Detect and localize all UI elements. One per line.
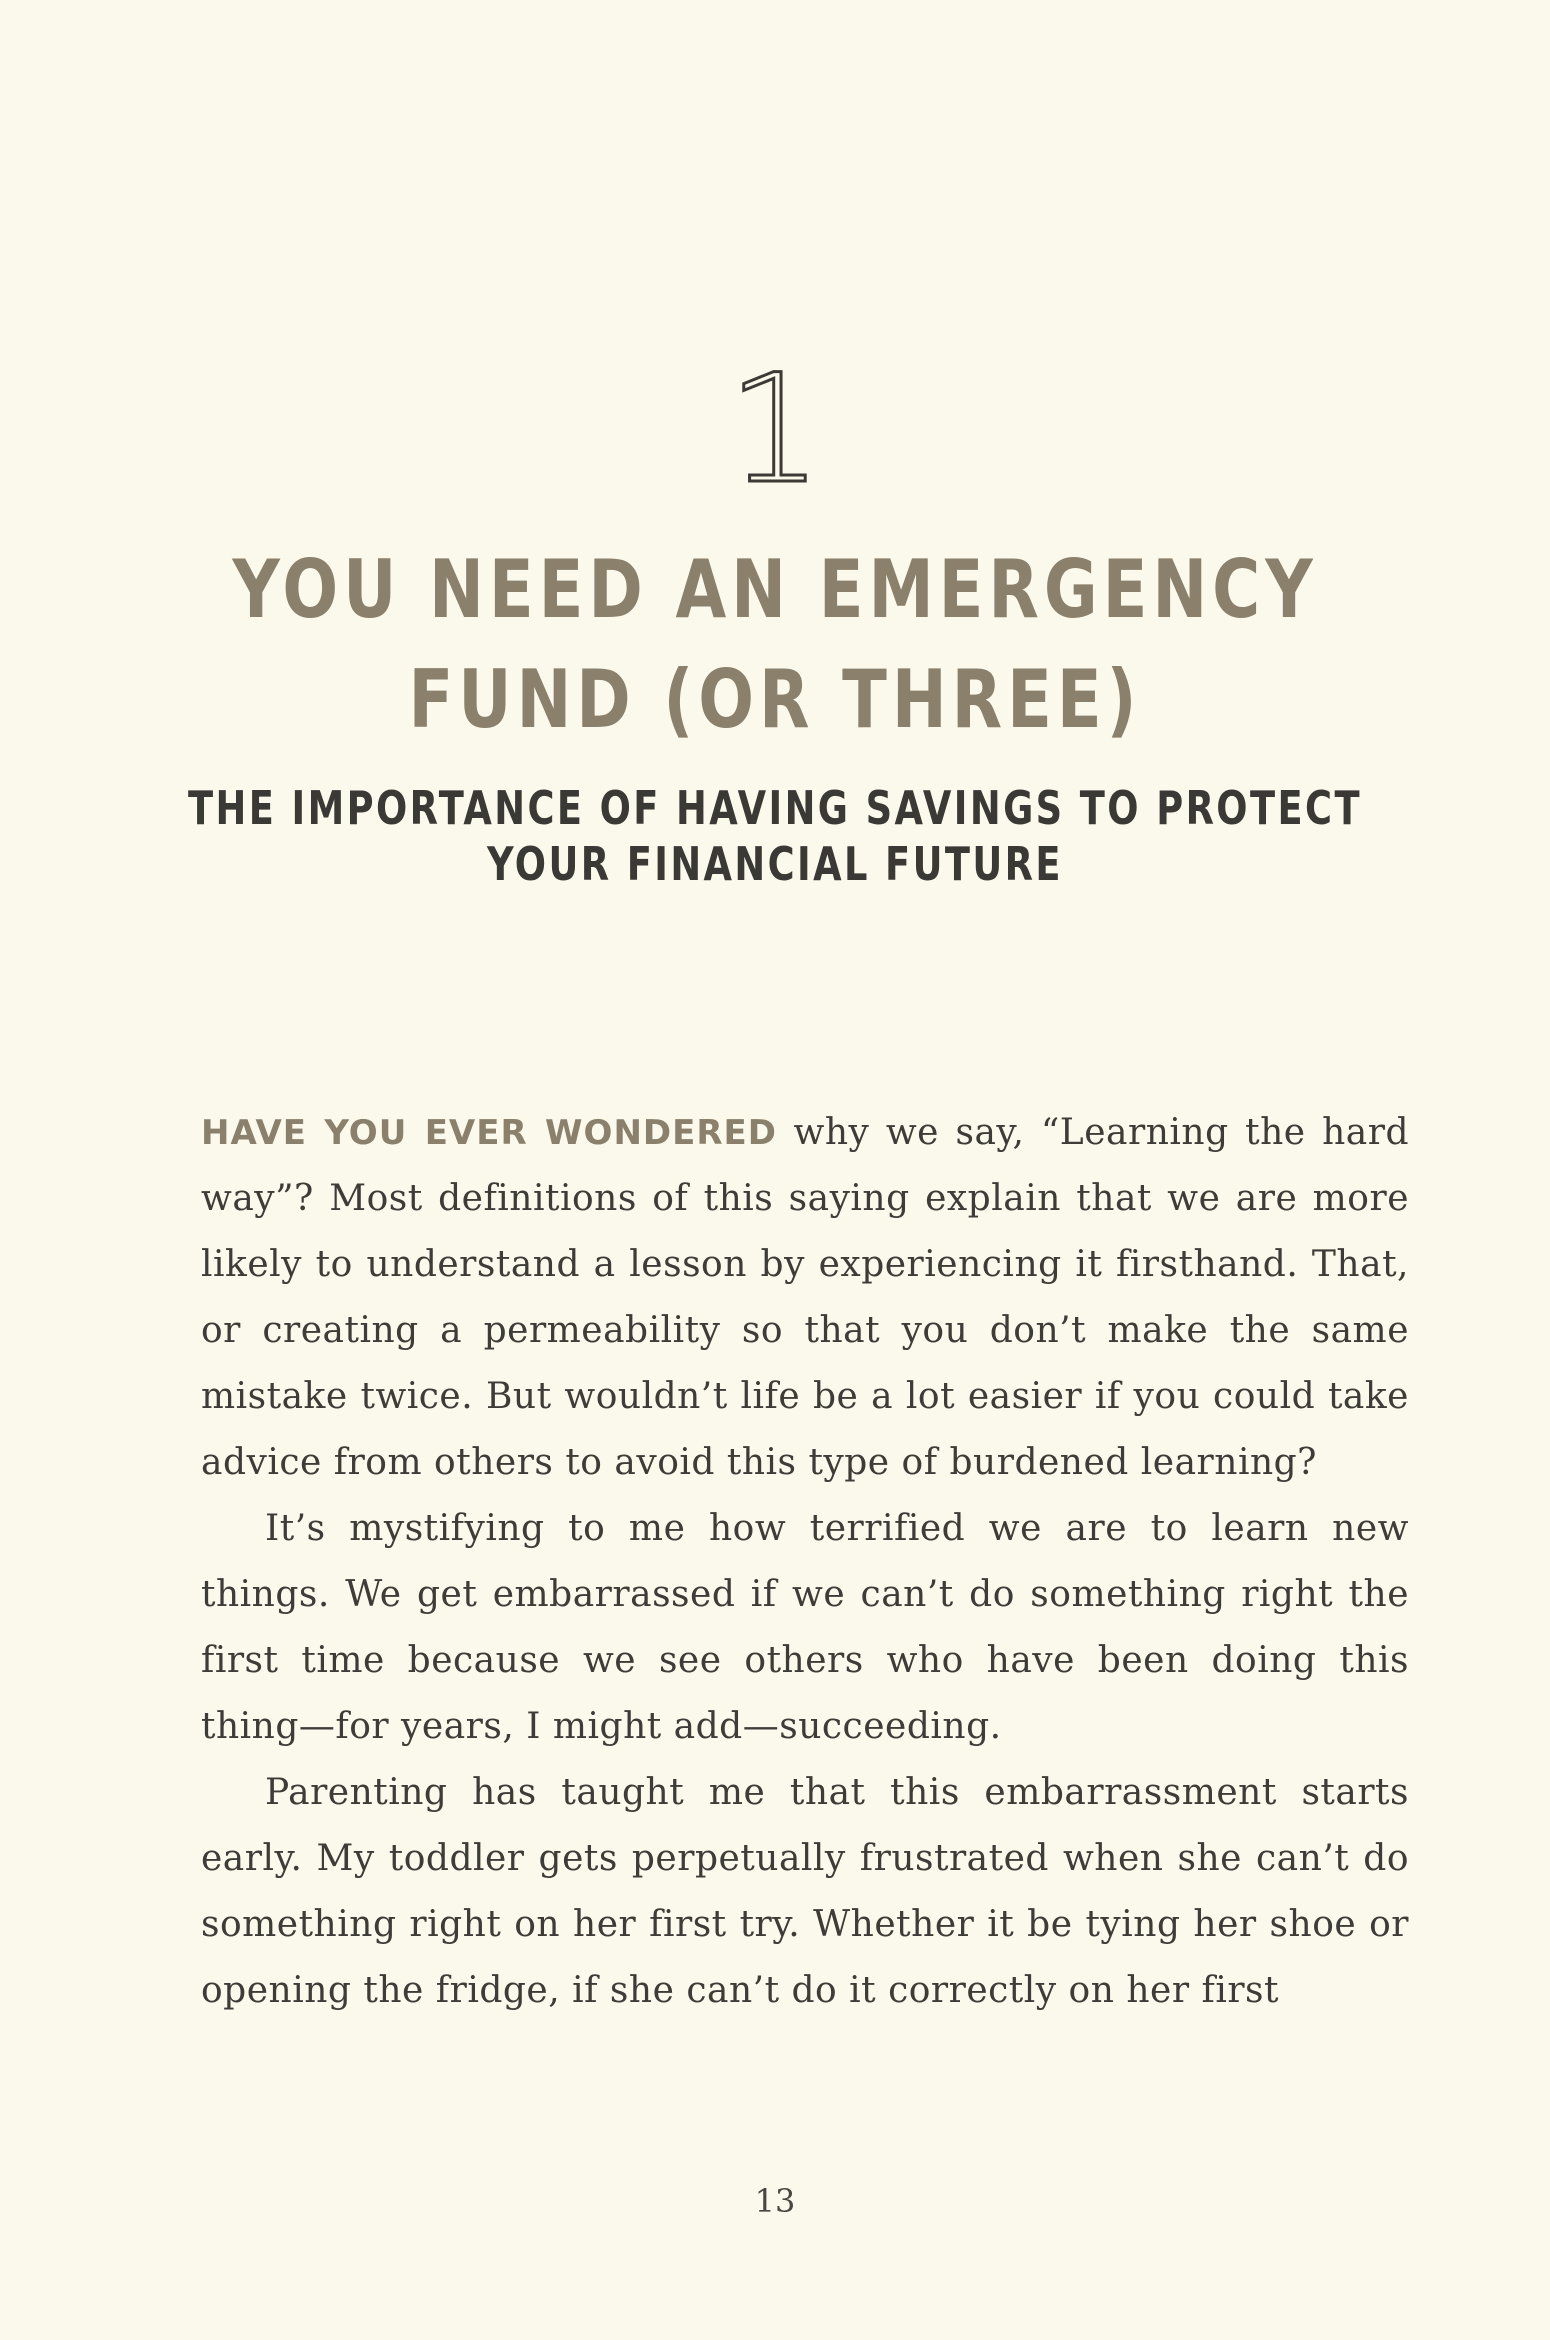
chapter-title-line-1: YOU NEED AN EMERGENCY [232, 543, 1318, 636]
chapter-number: 1 [727, 343, 823, 517]
paragraph-1-text: why we say, “Learning the hard way”? Most definitions of this saying explain that we are more likely to understand a lesson by experiencing it firsthand. That, or creating a permeability so that you don’t make the same mistake twice. But wouldn’t life be a lot easier if you could take advice from others to avoid this type of burdened learning? [201, 1112, 1409, 1483]
paragraph-1 [201, 1100, 1409, 1496]
body-text [201, 1100, 1409, 2024]
lead-in: HAVE YOU EVER WONDERED [201, 1113, 777, 1153]
page-number: 13 [754, 2182, 796, 2220]
chapter-subtitle [155, 780, 1395, 892]
chapter-subtitle-line-2: YOUR FINANCIAL FUTURE [487, 837, 1063, 891]
paragraph-3: Parenting has taught me that this embarrassment starts early. My toddler gets perpetually frustrated when she can’t do something right on her first try. Whether it be tying her shoe or opening the fridge, if she can’t do it correctly on her first [201, 1772, 1409, 2011]
chapter-subtitle-line-1: THE IMPORTANCE OF HAVING SAVINGS TO PROTECT [188, 781, 1362, 835]
chapter-title-line-2: FUND (OR THREE) [408, 653, 1142, 746]
paragraph-2: It’s mystifying to me how terrified we are to learn new things. We get embarrassed if we can’t do something right the first time because we see others who have been doing this thing—for years, I might add—succeeding. [201, 1508, 1409, 1747]
chapter-title [140, 535, 1411, 755]
